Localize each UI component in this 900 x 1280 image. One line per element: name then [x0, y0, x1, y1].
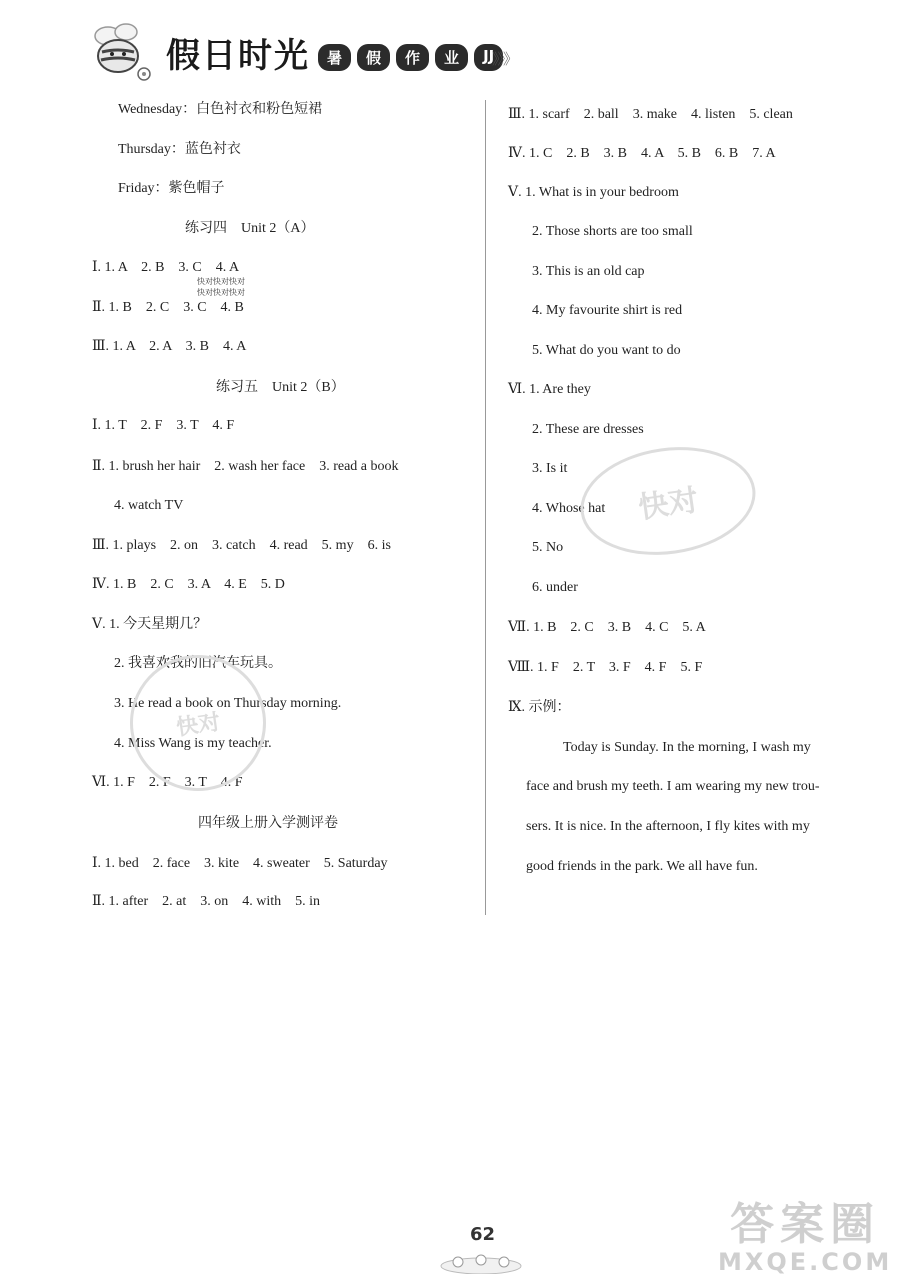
section-heading: 练习五 Unit 2（B） [216, 380, 345, 395]
header-banner [88, 14, 548, 84]
answer-line: Ⅰ. 1. T 2. F 3. T 4. F [92, 418, 235, 433]
answer-line: Ⅴ. 1. What is in your bedroom [508, 185, 679, 200]
stamp-text: 快对 [174, 709, 222, 741]
answer-line: Ⅷ. 1. F 2. T 3. F 4. F 5. F [508, 660, 703, 675]
answer-line: 4. My favourite shirt is red [532, 303, 683, 318]
answer-line: 4. Miss Wang is my teacher. [114, 736, 272, 751]
pill-3: 作 [396, 44, 429, 71]
brand-title: 假日时光 [166, 36, 310, 76]
essay-line: good friends in the park. We all have fun. [526, 859, 758, 874]
answer-line: 4. watch TV [114, 498, 184, 513]
answer-line: Ⅲ. 1. scarf 2. ball 3. make 4. listen 5. clean [508, 107, 793, 122]
answer-line: Ⅲ. 1. plays 2. on 3. catch 4. read 5. my 6. is [92, 538, 391, 553]
answer-line: 6. under [532, 580, 578, 595]
site-watermark [718, 1188, 892, 1276]
pill-4: 业 [435, 44, 468, 71]
answer-line: Thursday：蓝色衬衣 [118, 142, 241, 157]
answer-line: Ⅳ. 1. C 2. B 3. B 4. A 5. B 6. B 7. A [508, 146, 776, 161]
pill-1: 暑 [318, 44, 351, 71]
essay-line: Today is Sunday. In the morning, I wash my [563, 740, 811, 755]
tiny-watermark: 快对快对快对 [197, 277, 245, 286]
essay-line: sers. It is nice. In the afternoon, I fly kites with my [526, 819, 810, 834]
answer-line: 5. No [532, 540, 564, 555]
answer-line: Ⅲ. 1. A 2. A 3. B 4. A [92, 339, 247, 354]
answer-line: Ⅸ. 示例： [508, 700, 571, 715]
answer-line: Ⅰ. 1. bed 2. face 3. kite 4. sweater 5. Saturday [92, 856, 388, 871]
page-number: 62 [470, 1224, 496, 1245]
answer-line: 2. These are dresses [532, 422, 644, 437]
answer-line: Wednesday：白色衬衣和粉色短裙 [118, 102, 323, 117]
watermark-line-2: MXQE.COM [718, 1248, 893, 1276]
answer-line: Ⅵ. 1. F 2. F 3. T 4. F [92, 775, 243, 790]
answer-line: 5. What do you want to do [532, 343, 681, 358]
answer-line: 2. 我喜欢我的旧汽车玩具。 [114, 656, 282, 671]
answer-line: Ⅱ. 1. after 2. at 3. on 4. with 5. in [92, 894, 321, 909]
answer-line: Ⅱ. 1. B 2. C 3. C 4. B [92, 300, 244, 315]
answer-line: Ⅱ. 1. brush her hair 2. wash her face 3. read a book [92, 459, 399, 474]
answer-line: Ⅳ. 1. B 2. C 3. A 4. E 5. D [92, 577, 285, 592]
answer-line: Friday：紫色帽子 [118, 181, 225, 196]
answer-line: Ⅴ. 1. 今天星期几？ [92, 617, 208, 632]
footer-decoration-icon [436, 1248, 526, 1274]
section-heading: 练习四 Unit 2（A） [185, 221, 315, 236]
kuaidui-stamp [573, 436, 762, 565]
answer-line: 3. He read a book on Thursday morning. [114, 696, 342, 711]
answer-line: 3. This is an old cap [532, 264, 645, 279]
answer-line: Ⅵ. 1. Are they [508, 382, 591, 397]
answer-line: 3. Is it [532, 461, 568, 476]
answer-line: 4. Whose hat [532, 501, 606, 516]
watermark-line-1: 答案圈 [730, 1199, 881, 1250]
column-divider [485, 100, 486, 915]
pill-2: 假 [357, 44, 390, 71]
stamp-text: 快对 [636, 482, 701, 526]
answer-line: Ⅰ. 1. A 2. B 3. C 4. A [92, 260, 240, 275]
header-pills [318, 44, 503, 71]
answer-line: Ⅶ. 1. B 2. C 3. B 4. C 5. A [508, 620, 706, 635]
answer-line: 2. Those shorts are too small [532, 224, 693, 239]
essay-line: face and brush my teeth. I am wearing my new trou- [526, 779, 820, 794]
pill-5: JJ [474, 44, 503, 71]
chevrons-icon: 》》》 [492, 50, 517, 68]
tiny-watermark: 快对快对快对 [197, 288, 245, 297]
bee-icon [88, 22, 158, 84]
section-heading: 四年级上册入学测评卷 [198, 816, 338, 831]
